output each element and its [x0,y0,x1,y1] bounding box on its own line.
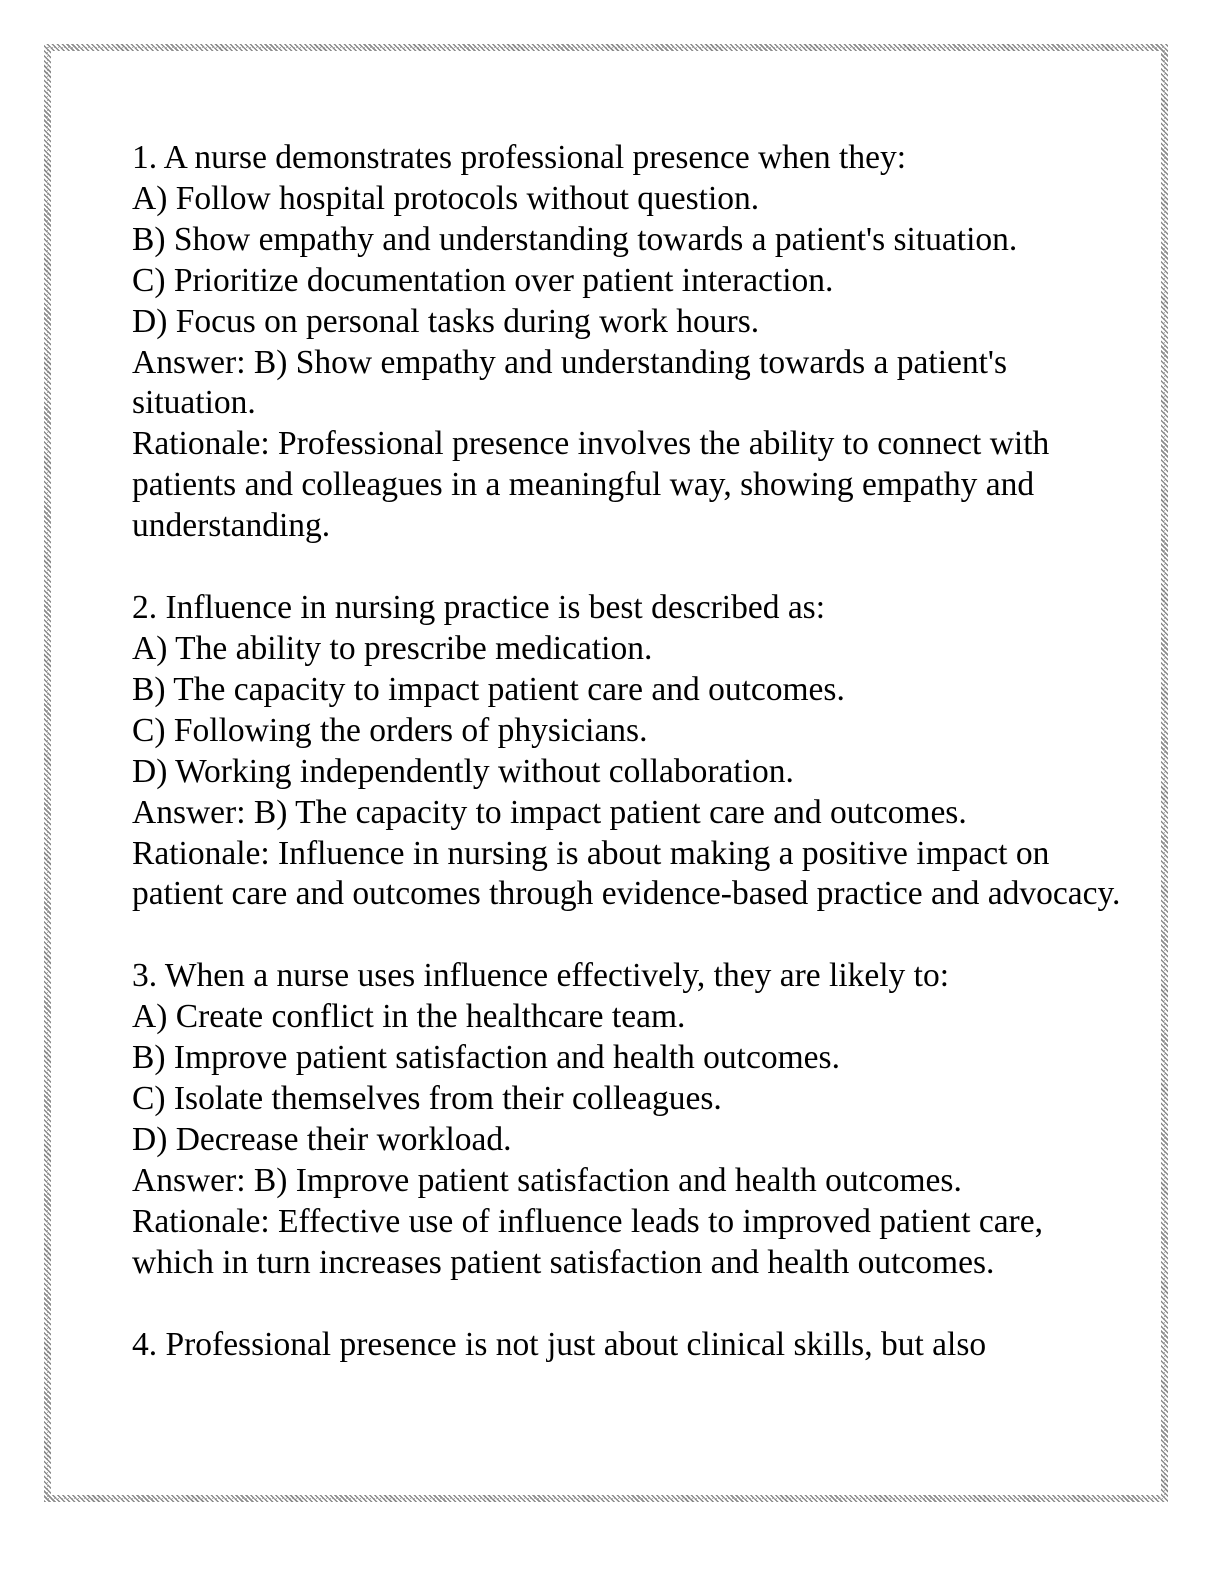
rationale: Rationale: Influence in nursing is about making a positive impact on patient care and outcomes through evidence-based practice and advocacy. [132,834,1121,913]
option-d: D) Working independently without collaboration. [132,752,794,790]
option-b: B) The capacity to impact patient care and outcomes. [132,670,845,708]
option-c: C) Following the orders of physicians. [132,711,648,749]
option-d: D) Decrease their workload. [132,1120,512,1158]
document-body [132,138,1122,1406]
rationale: Rationale: Professional presence involves the ability to connect with patients and colleagues in a meaningful way, showing empathy and understanding. [132,425,1050,545]
question-stem: 2. Influence in nursing practice is best described as: [132,589,826,627]
question-2 [132,588,1122,915]
question-1 [132,138,1122,547]
option-b: B) Show empathy and understanding towards a patient's situation. [132,220,1018,258]
option-a: A) Follow hospital protocols without question. [132,179,760,217]
option-a: A) Create conflict in the healthcare team. [132,998,686,1036]
rationale: Rationale: Effective use of influence leads to improved patient care, which in turn increases patient satisfaction and health outcomes. [132,1202,1043,1281]
option-d: D) Focus on personal tasks during work hours. [132,302,760,340]
answer: Answer: B) Improve patient satisfaction and health outcomes. [132,1161,962,1199]
answer: Answer: B) Show empathy and understanding towards a patient's situation. [132,343,1008,422]
answer: Answer: B) The capacity to impact patient care and outcomes. [132,793,967,831]
option-b: B) Improve patient satisfaction and health outcomes. [132,1039,840,1077]
option-c: C) Prioritize documentation over patient interaction. [132,261,834,299]
option-c: C) Isolate themselves from their colleagues. [132,1080,722,1118]
question-3 [132,956,1122,1283]
question-stem: 4. Professional presence is not just about clinical skills, but also [132,1325,987,1363]
question-stem: 3. When a nurse uses influence effectively, they are likely to: [132,957,950,995]
question-stem: 1. A nurse demonstrates professional presence when they: [132,139,907,176]
question-4 [132,1325,1122,1366]
option-a: A) The ability to prescribe medication. [132,629,653,667]
